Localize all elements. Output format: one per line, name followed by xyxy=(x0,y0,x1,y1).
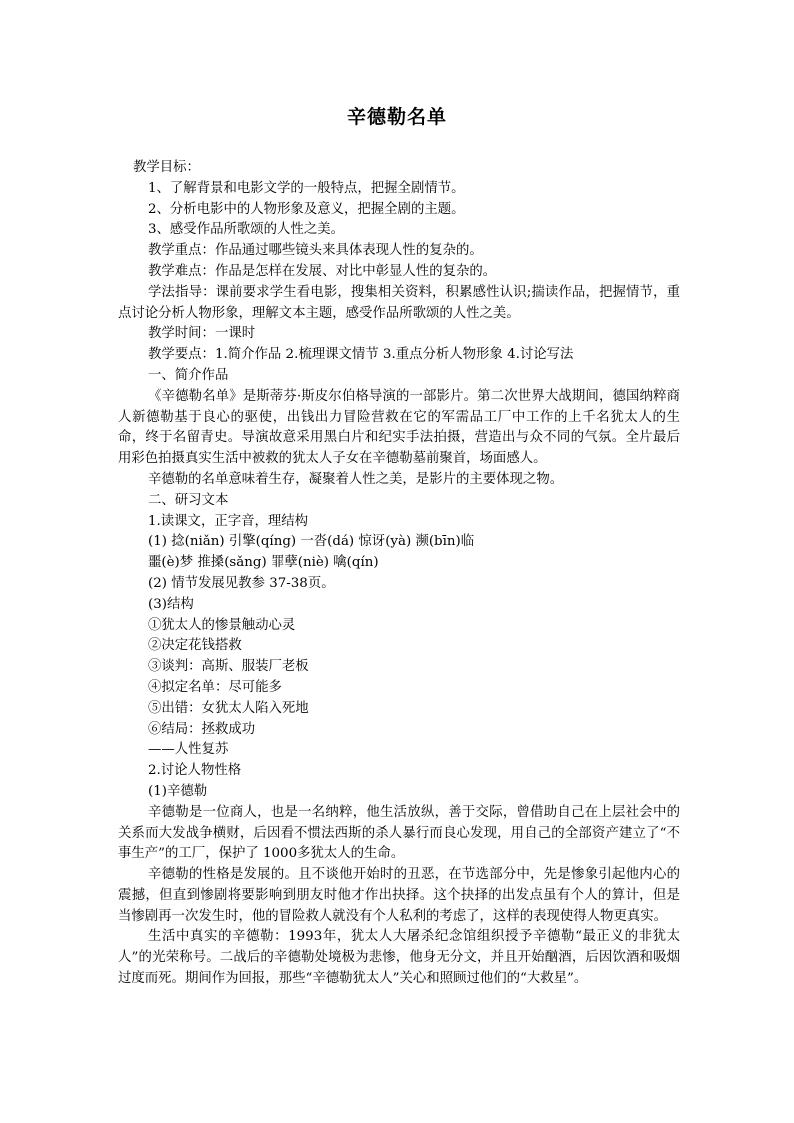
section-label-objectives: 教学目标： xyxy=(133,160,200,175)
study-guidance: 学法指导：课前要求学生看电影，搜集相关资料，积累感性认识;揣读作品，把握情节，重点讨论分析人物形象，理解文本主题，感受作品所歌颂的人性之美。 xyxy=(118,284,680,321)
section-heading: 一、简介作品 xyxy=(148,367,229,383)
body-paragraph: 辛德勒是一位商人，也是一名纳粹，他生活放纵，善于交际，曾借助自己在上层社会中的关系而大发战争横财，后因看不惯法西斯的杀人暴行而良心发现，用自己的全部资产建立了“不事生产”的工厂，保护了 1000多犹太人的生命。 xyxy=(118,804,680,862)
pronunciation-line: 噩(è)梦 推搡(sǎng) 罪孽(niè) 噙(qín) xyxy=(148,555,379,571)
plot-note: (2) 情节发展见教参 37-38页。 xyxy=(148,575,335,591)
structure-heading: (3)结构 xyxy=(148,596,194,612)
body-paragraph: 辛德勒的名单意味着生存，凝聚着人性之美，是影片的主要体现之物。 xyxy=(148,471,564,487)
body-paragraph: 辛德勒的性格是发展的。且不谈他开始时的丑恶，在节选部分中，先是惨象引起他内心的震撼，但直到惨剧将要影响到朋友时他才作出抉择。这个抉择的出发点虽有个人的算计，但是当惨剧再一次发生时，他的冒险救人就没有个人私利的考虑了，这样的表现使得人物更真实。 xyxy=(118,867,680,924)
teaching-points: 教学要点：1.简介作品 2.梳理课文情节 3.重点分析人物形象 4.讨论写法 xyxy=(148,347,574,363)
pronunciation-line: (1) 捻(niǎn) 引擎(qíng) 一沓(dá) 惊讶(yà) 濒(bīn)临 xyxy=(148,534,475,550)
structure-item: ⑤出错：女犹太人陷入死地 xyxy=(148,700,309,716)
section-heading: 二、研习文本 xyxy=(148,492,229,508)
structure-item: ②决定花钱搭救 xyxy=(148,638,242,654)
structure-item: ③谈判：高斯、服装厂老板 xyxy=(148,659,309,675)
structure-summary: ——人性复苏 xyxy=(148,742,229,758)
structure-item: ④拟定名单：尽可能多 xyxy=(148,679,282,695)
teaching-difficulty: 教学难点：作品是怎样在发展、对比中彰显人性的复杂的。 xyxy=(148,263,497,279)
subsection-heading: 2.讨论人物性格 xyxy=(148,763,242,779)
structure-item: ⑥结局：拯救成功 xyxy=(148,721,256,737)
body-paragraph: 生活中真实的辛德勒：1993年，犹太人大屠杀纪念馆组织授予辛德勒“最正义的非犹太人”的光荣称号。二战后的辛德勒处境极为悲惨，他身无分文，并且开始酗酒，后因饮酒和吸烟过度而死。期间作为回报，那些“辛德勒犹太人”关心和照顾过他们的“大救星”。 xyxy=(118,929,680,987)
document-title: 辛德勒名单 xyxy=(346,106,447,128)
body-paragraph: 《辛德勒名单》是斯蒂芬·斯皮尔伯格导演的一部影片。第二次世界大战期间，德国纳粹商人新德勒基于良心的驱使，出钱出力冒险营救在它的军需品工厂中工作的上千名犹太人的生命，终于名留青史。导演故意采用黑白片和纪实手法拍摄，营造出与众不同的气氛。全片最后用彩色拍摄真实生活中被救的犹太人子女在辛德勒墓前聚首，场面感人。 xyxy=(118,388,680,467)
objective-item: 2、分析电影中的人物形象及意义，把握全剧的主题。 xyxy=(148,201,465,217)
objective-item: 1、了解背景和电影文学的一般特点，把握全剧情节。 xyxy=(148,180,465,196)
character-heading: (1)辛德勒 xyxy=(148,783,208,799)
subsection-heading: 1.读课文，正字音，理结构 xyxy=(148,513,309,529)
teaching-focus: 教学重点：作品通过哪些镜头来具体表现人性的复杂的。 xyxy=(148,243,483,259)
teaching-time: 教学时间：一课时 xyxy=(148,326,256,342)
structure-item: ①犹太人的惨景触动心灵 xyxy=(148,617,296,633)
document-body xyxy=(118,158,680,990)
objective-item: 3、感受作品所歌颂的人性之美。 xyxy=(148,222,344,238)
